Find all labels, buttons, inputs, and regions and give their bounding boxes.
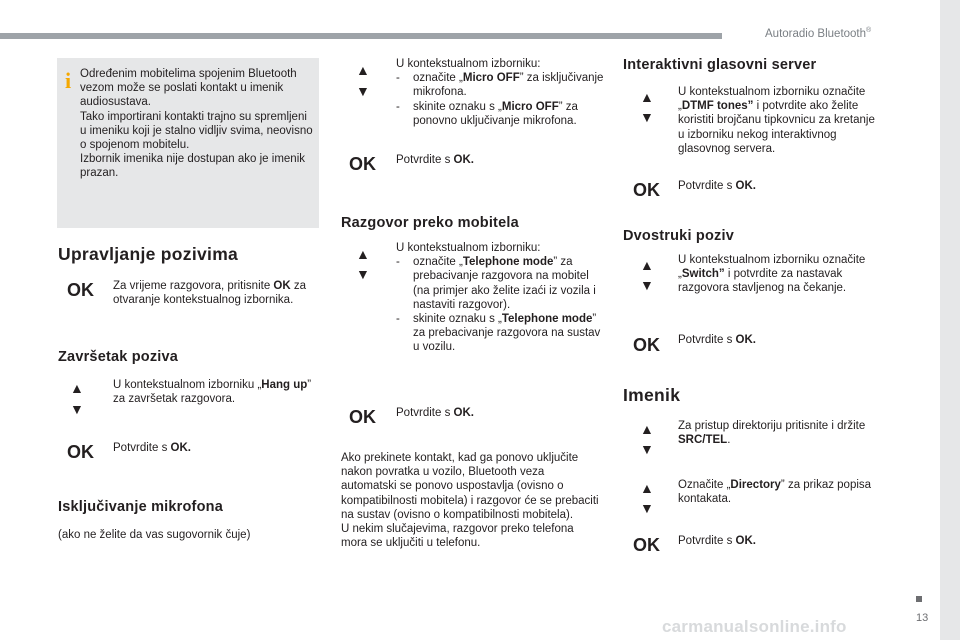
step-text: Potvrdite s OK. (396, 407, 474, 419)
step-text: U kontekstualnom izborniku označite „DTMF tones” i potvrdite ako želite koristiti brojčanu tipkovnicu za kretanje u izborniku nekog interaktivnog glasovnog servera. (678, 86, 875, 155)
phone-intro: U kontekstualnom izborniku: (396, 242, 541, 254)
step-text: U kontekstualnom izborniku „Hang up” za završetak razgovora. (113, 379, 312, 406)
info-paragraph: Izbornik imenika nije dostupan ako je imenik prazan. (80, 153, 306, 180)
arrow-down-icon: ▼ (640, 441, 654, 457)
arrow-down-icon: ▼ (70, 401, 84, 417)
step-text: Potvrdite s OK. (678, 334, 756, 346)
ok-icon: OK (67, 280, 94, 300)
arrow-down-icon: ▼ (356, 266, 370, 282)
step-text: Za vrijeme razgovora, pritisnite OK za otvaranje kontekstualnog izbornika. (113, 280, 307, 307)
phone-note (341, 451, 603, 550)
note-paragraph: U nekim slučajevima, razgovor preko telefona mora se uključiti u telefonu. (341, 523, 574, 550)
right-margin-band (940, 0, 960, 640)
arrow-up-icon: ▲ (640, 480, 654, 496)
arrow-down-icon: ▼ (640, 500, 654, 516)
step-text: Potvrdite s OK. (113, 442, 191, 454)
arrow-up-icon: ▲ (640, 257, 654, 273)
step-text: Potvrdite s OK. (396, 154, 474, 166)
arrow-up-icon: ▲ (356, 246, 370, 262)
ok-icon: OK (349, 154, 376, 174)
list-item: - skinite oznaku s „Telephone mode” za prebacivanje razgovora na sustav u vozilu. (396, 313, 601, 354)
list-item: - skinite oznaku s „Micro OFF” za ponovno uključivanje mikrofona. (396, 100, 578, 127)
heading-mute-microphone: Isključivanje mikrofona (58, 499, 223, 515)
section-title-directory: Imenik (623, 385, 681, 405)
phone-steps (396, 241, 608, 355)
list-item: - označite „Telephone mode” za prebacivanje razgovora na mobitel (na primjer ako želite izaći iz vozila i nastaviti razgovor). (396, 256, 596, 311)
watermark: carmanualsonline.info (662, 617, 847, 636)
arrow-up-icon: ▲ (356, 62, 370, 78)
ok-icon: OK (67, 442, 94, 462)
mic-intro: U kontekstualnom izborniku: (396, 58, 541, 70)
arrow-down-icon: ▼ (356, 83, 370, 99)
mute-note: (ako ne želite da vas sugovornik čuje) (58, 529, 251, 541)
info-box (57, 58, 319, 228)
arrow-down-icon: ▼ (640, 277, 654, 293)
step-text: Za pristup direktoriju pritisnite i držite SRC/TEL. (678, 420, 866, 447)
heading-phone-conversation: Razgovor preko mobitela (341, 215, 519, 231)
list-item: - označite „Micro OFF” za isključivanje mikrofona. (396, 72, 604, 99)
arrow-down-icon: ▼ (640, 109, 654, 125)
mic-steps (396, 57, 606, 128)
section-title-call-management: Upravljanje pozivima (58, 244, 239, 264)
page-number: 13 (916, 612, 929, 624)
heading-double-call: Dvostruki poziv (623, 228, 734, 244)
ok-icon: OK (633, 535, 660, 555)
ok-icon: OK (349, 407, 376, 427)
arrow-up-icon: ▲ (640, 89, 654, 105)
info-paragraph: Određenim mobitelima spojenim Bluetooth vezom može se poslati kontakt u imenik audiosustava. (80, 68, 297, 109)
header-bar (0, 33, 722, 39)
step-text: U kontekstualnom izborniku označite „Switch” i potvrdite za nastavak razgovora stavljenog na čekanje. (678, 254, 866, 295)
step-text: Potvrdite s OK. (678, 180, 756, 192)
step-text: Potvrdite s OK. (678, 535, 756, 547)
note-paragraph: Ako prekinete kontakt, kad ga ponovo uključite nakon povratka u vozilo, Bluetooth veza automatski se ponovo uspostavlja (ovisno o kompatibilnosti mobitela) i razgovor će se prebaciti na sustav (ovisno o kompatibilnosti mobitela). (341, 452, 599, 521)
ok-icon: OK (633, 180, 660, 200)
info-paragraph: Tako importirani kontakti trajno su spremljeni u imeniku koji je stalno vidljiv svima, neovisno o spojenom mobitelu. (80, 110, 313, 152)
step-text: Označite „Directory” za prikaz popisa kontakata. (678, 479, 872, 506)
page-marker (916, 596, 922, 602)
arrow-up-icon: ▲ (70, 380, 84, 396)
info-icon: i (65, 68, 72, 93)
arrow-up-icon: ▲ (640, 421, 654, 437)
info-text (80, 67, 316, 181)
header-title: Autoradio Bluetooth® (765, 27, 872, 40)
ok-icon: OK (633, 335, 660, 355)
heading-interactive-voice-server: Interaktivni glasovni server (623, 57, 817, 73)
heading-end-call: Završetak poziva (58, 349, 179, 365)
